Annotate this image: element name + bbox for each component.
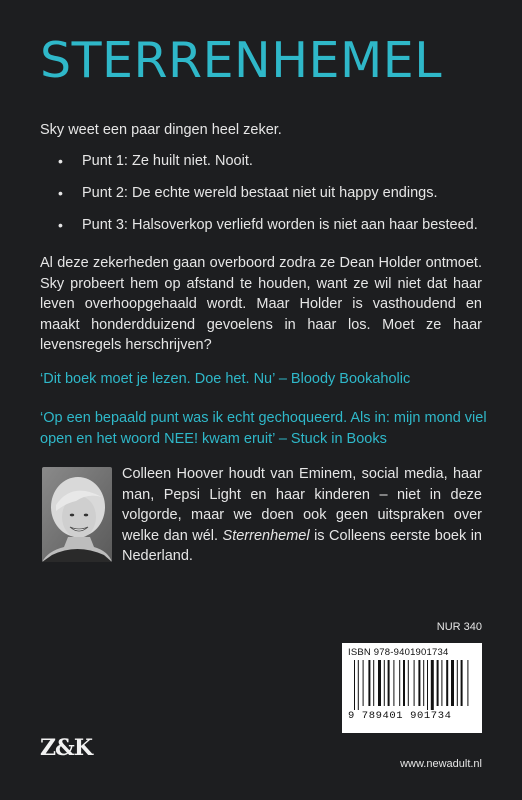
list-item [40,183,500,215]
barcode-bar [403,660,405,706]
barcode-bar [408,660,409,706]
blurb-paragraph: Al deze zekerheden gaan overboord zodra ze Dean Holder ontmoet. Sky probeert hem op afstand te houden, want ze wil niet dat haar leven overhoopgehaald wordt. Maar Holder is vasthoudend en maakt honderdduizend gevoelens in haar los. Moet ze haar levensregels herschrijven? [40,255,482,353]
barcode-bar [363,660,364,706]
review-quote: ‘Dit boek moet je lezen. Doe het. Nu’ – Bloody Bookaholic [40,371,411,387]
barcode-bar [414,660,415,706]
author-photo [42,467,112,562]
intro-text: Sky weet een paar dingen heel zeker. [40,122,282,138]
barcode-bar [358,660,359,710]
author-book-title: Sterrenhemel [222,527,310,544]
barcode-bar [461,660,463,706]
barcode-bar [418,660,420,706]
point-text: Punt 2: De echte wereld bestaat niet uit happy endings. [82,185,438,201]
barcode-digits: 9 789401 901734 [348,710,452,722]
barcode-bar [423,660,424,706]
barcode-bar [378,660,381,706]
barcode-bar [427,660,428,710]
barcode-box [342,643,482,733]
barcode-bar [384,660,385,706]
barcode-bar [457,660,458,706]
points-list [40,151,500,247]
barcode-icon [348,660,476,710]
list-item [40,151,500,183]
review-quote: ‘Op een bepaald punt was ik echt gechoqueerd. Als in: mijn mond viel open en het woord NEE! kwam eruit’ – Stuck in Books [40,410,487,447]
nur-code: NUR 340 [436,621,482,633]
barcode-bar [373,660,374,706]
barcode-bar [467,660,468,706]
barcode-bar [437,660,439,706]
barcode-bar [388,660,390,706]
barcode-bar [368,660,370,706]
author-portrait-image [42,467,112,562]
publisher-logo: Z&K [40,735,93,761]
barcode-bar [431,660,434,710]
bullet: • [58,153,63,169]
website-url: www.newadult.nl [400,758,482,770]
bullet: • [58,217,63,233]
author-bio [122,464,482,567]
author-bio-text: Colleen Hoover houdt van Eminem, social media, haar man, Pepsi Light en haar kinderen – niet in deze volgorde, maar we doen ook geen uitspraken over welke dan wél. [122,466,482,544]
point-text: Punt 3: Halsoverkop verliefd worden is niet aan haar besteed. [82,217,478,233]
author-bio-text-2: is Colleens eerste boek in Nederland. [122,527,482,564]
list-item [40,215,500,247]
barcode-bar [399,660,400,706]
bullet: • [58,185,63,201]
point-text: Punt 1: Ze huilt niet. Nooit. [82,153,253,169]
isbn-label: ISBN 978-9401901734 [348,647,449,658]
book-title: STERRENHEMEL [40,32,443,89]
barcode-bar [441,660,442,706]
barcode-bar [451,660,454,706]
barcode-bar [354,660,355,710]
barcode-bar [446,660,448,706]
barcode-bar [393,660,394,706]
